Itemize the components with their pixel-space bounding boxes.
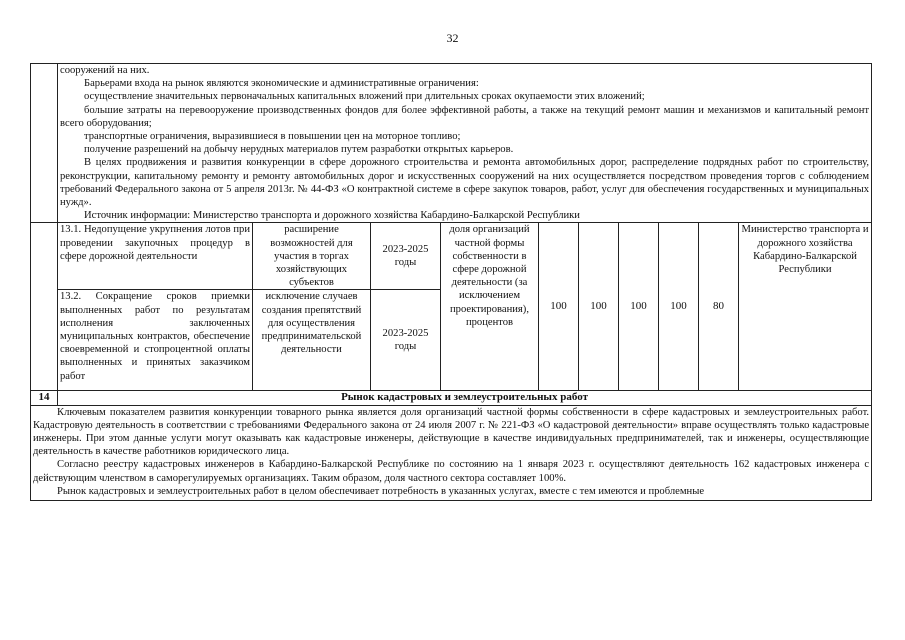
intro-paragraph: В целях продвижения и развития конкуренции в сфере дорожного строительства и ремонта автомобильных дорог, распределение подрядных работ по строительству, реконструкции, капитальному ремонту и ремонту автомобильных дорог и искусственных сооружений на них осуществляется посредством проведения торгов с соблюдением требований Федерального закона от 5 апреля 2013г. № 44-ФЗ «О контрактной системе в сфере закупок товаров, работ, услуг для обеспечения государственных и муниципальных нужд».: [60, 157, 870, 209]
task-cell: 13.1. Недопущение укрупнения лотов при проведении закупочных процедур в сфере дорожной деятельности: [58, 223, 253, 290]
section-paragraph: Согласно реестру кадастровых инженеров в Кабардино-Балкарской Республике по состоянию на 1 января 2023 г. осуществляют деятельность 162 кадастровых инженера с действующим членством в саморегулируемых организациях. Таким образом, доля частного сектора составляет 100%.: [33, 459, 870, 484]
document-table: [30, 63, 872, 501]
section-paragraph: Ключевым показателем развития конкуренции товарного рынка является доля организаций частной формы собственности в сфере кадастровых и землеустроительных работ. Кадастровую деятельность в соответствии с требованиями Федерального закона от 24 июля 2007 г. № 221-ФЗ «О кадастровой деятельности» вправе осуществлять только кадастровые инженеры. При этом данные услуги могут оказывать как кадастровые инженеры, действующие в качестве индивидуальных предпринимателей, так и инженеры, осуществляющие деятельность в качестве работников юридического лица.: [33, 406, 870, 458]
period-cell: 2023-2025 годы: [371, 290, 441, 391]
measure-cell: расширение возможностей для участия в торгах хозяйствующих субъектов: [253, 223, 371, 290]
intro-paragraph: Барьерами входа на рынок являются экономические и административные ограничения:: [84, 78, 479, 90]
period-cell: 2023-2025 годы: [371, 223, 441, 290]
source-note: Источник информации: Министерство транспорта и дорожного хозяйства Кабардино-Балкарской Республики: [84, 210, 580, 222]
intro-paragraph: большие затраты на перевооружение производственных фондов для более эффективной работы, а также на текущий ремонт машин и механизмов и капитальный ремонт всего оборудования;: [60, 104, 870, 129]
intro-paragraph: осуществление значительных первоначальных капитальных вложений при длительных сроках окупаемости этих вложений;: [84, 91, 645, 103]
value-cell: 100: [579, 223, 619, 391]
table-row: [31, 223, 872, 290]
section-text-cell: [31, 405, 872, 500]
page-number: 32: [446, 31, 459, 45]
section-number: 14: [31, 391, 58, 405]
measure-cell: исключение случаев создания препятствий для осуществления предпринимательской деятельности: [253, 290, 371, 391]
intro-row: [31, 64, 872, 223]
responsible-cell: Министерство транспорта и дорожного хозяйства Кабардино-Балкарской Республики: [739, 223, 872, 391]
intro-paragraph: получение разрешений на добычу нерудных материалов путем разработки открытых карьеров.: [84, 144, 514, 156]
indicator-cell: доля организаций частной формы собственности в сфере дорожной деятельности (за исключением проектирования), процентов: [441, 223, 539, 391]
intro-text-cell: [58, 64, 872, 223]
section-header-row: [31, 391, 872, 405]
section-title: Рынок кадастровых и землеустроительных работ: [58, 391, 872, 405]
section-body-row: [31, 405, 872, 500]
row-number-cell: [31, 64, 58, 223]
intro-paragraph: сооружений на них.: [60, 65, 150, 76]
section-paragraph: Рынок кадастровых и землеустроительных работ в целом обеспечивает потребность в указанных услугах, вместе с тем имеются и проблемные: [57, 485, 705, 497]
row-number-cell: [31, 223, 58, 391]
value-cell: 100: [619, 223, 659, 391]
intro-paragraph: транспортные ограничения, выразившиеся в повышении цен на моторное топливо;: [84, 131, 461, 143]
value-cell: 80: [699, 223, 739, 391]
value-cell: 100: [539, 223, 579, 391]
task-cell: 13.2. Сокращение сроков приемки выполненных работ по результатам исполнения заключенных муниципальных контрактов, обеспечение своевременной и стопроцентной оплаты выполненных и принятых заказчиком работ: [58, 290, 253, 391]
value-cell: 100: [659, 223, 699, 391]
